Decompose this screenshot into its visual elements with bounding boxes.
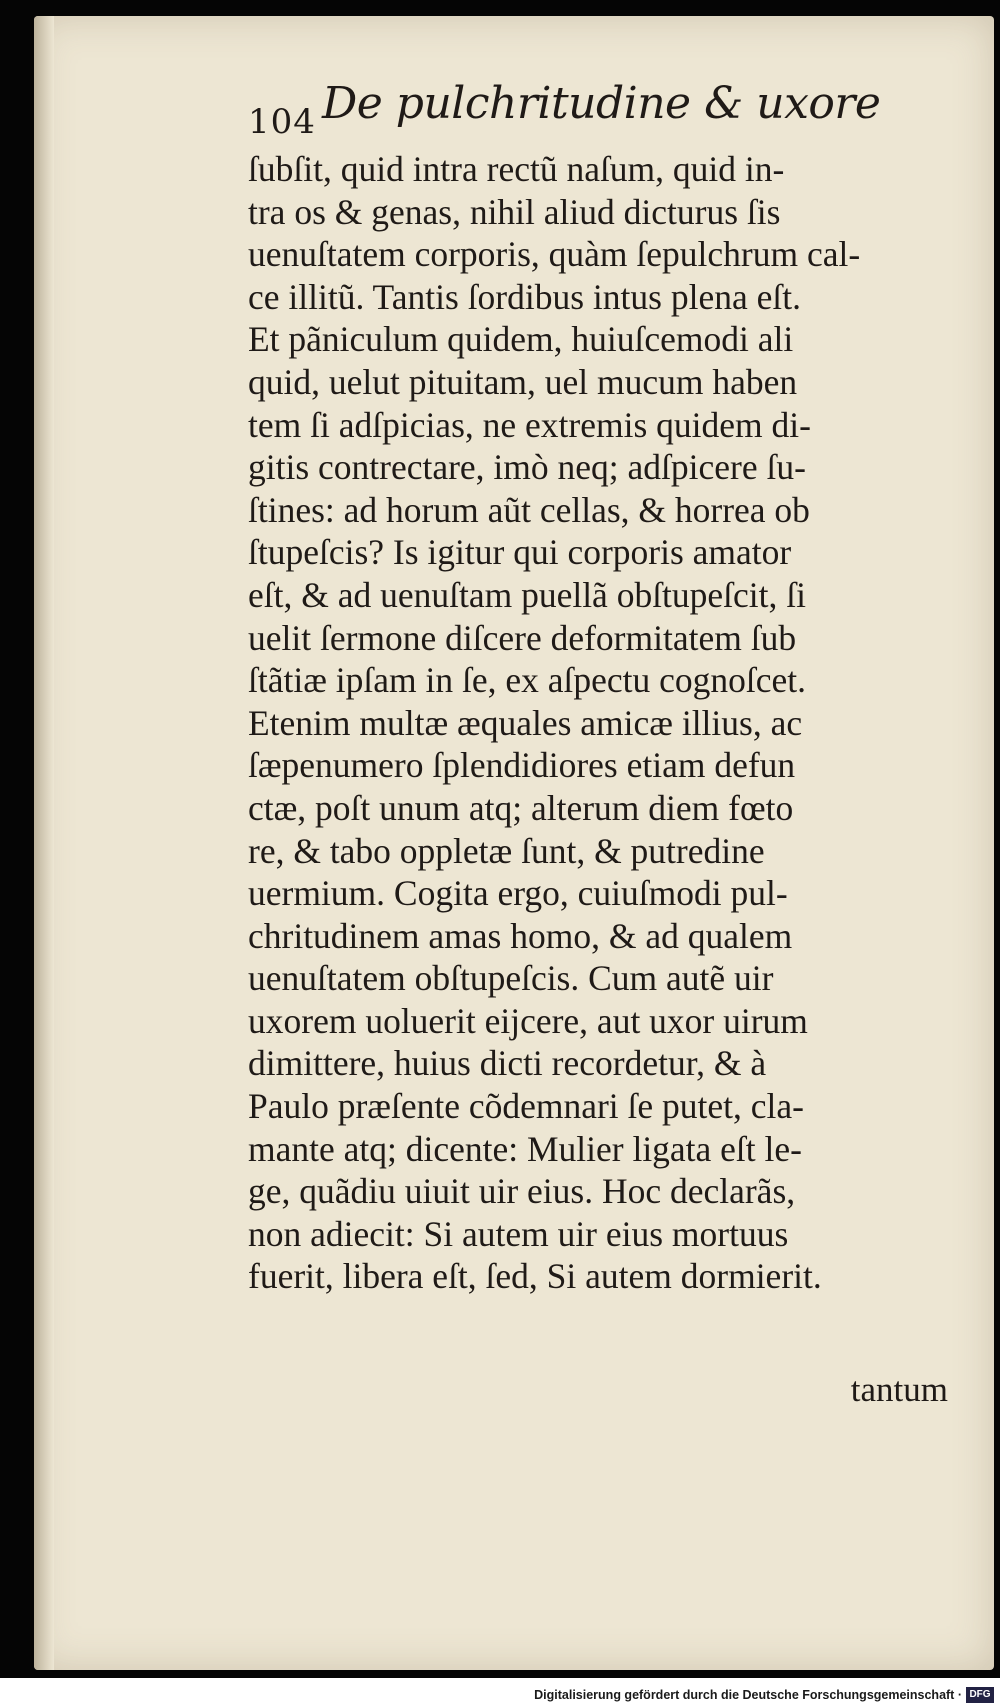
text-line: dimittere, huius dicti recordetur, & à: [248, 1043, 767, 1084]
text-line: ſæpenumero ſplendidiores etiam defun: [248, 745, 796, 786]
text-line: tem ſi adſpicias, ne extremis quidem di-: [248, 404, 811, 445]
text-line: uenuſtatem corporis, quàm ſepulchrum cal-: [248, 234, 861, 275]
text-line: ctæ, poſt unum atq; alterum diem fœto: [248, 787, 794, 828]
text-line: uxorem uoluerit eijcere, aut uxor uirum: [248, 1000, 808, 1041]
text-line: ge, quãdiu uiuit uir eius. Hoc declarãs,: [248, 1171, 796, 1212]
page-header: [248, 78, 928, 150]
text-line: uenuſtatem obſtupeſcis. Cum autẽ uir: [248, 958, 774, 999]
running-title: De pulchritudine & uxore: [322, 78, 881, 129]
text-line: eſt, & ad uenuſtam puellã obſtupeſcit, ſi: [248, 574, 806, 615]
text-line: fuerit, libera eſt, ſed, Si autem dormierit.: [248, 1256, 822, 1297]
text-line: ce illitũ. Tantis ſordibus intus plena eſt.: [248, 276, 801, 317]
text-line: ſubſit, quid intra rectũ naſum, quid in-: [248, 149, 785, 189]
text-line: ſtãtiæ ipſam in ſe, ex aſpectu cognoſcet.: [248, 660, 806, 701]
footer-strip: [0, 1678, 1000, 1708]
text-line: gitis contrectare, imò neq; adſpicere ſu-: [248, 447, 806, 488]
page-number: 104: [248, 102, 316, 142]
text-line: re, & tabo oppletæ ſunt, & putredine: [248, 830, 765, 871]
text-line: mante atq; dicente: Mulier ligata eſt le-: [248, 1128, 802, 1169]
text-line: non adiecit: Si autem uir eius mortuus: [248, 1213, 789, 1254]
text-line: ſtupeſcis? Is igitur qui corporis amator: [248, 532, 792, 573]
text-line: chritudinem amas homo, & ad qualem: [248, 915, 793, 956]
text-line: uelit ſermone diſcere deformitatem ſub: [248, 617, 797, 658]
text-line: uermium. Cogita ergo, cuiuſmodi pul-: [248, 873, 788, 914]
text-line: Paulo præſente cõdemnari ſe putet, cla-: [248, 1086, 804, 1127]
text-line: tra os & genas, nihil aliud dicturus ſis: [248, 191, 781, 232]
dfg-logo: DFG: [966, 1687, 994, 1703]
catchword: tantum: [850, 1370, 948, 1409]
digitization-credit: Digitalisierung gefördert durch die Deutsche Forschungsgemeinschaft ·: [534, 1688, 962, 1702]
text-line: ſtines: ad horum aũt cellas, & horrea ob: [248, 489, 810, 530]
body-text: [248, 148, 928, 1298]
text-line: Et pãniculum quidem, huiuſcemodi ali: [248, 319, 794, 360]
text-line: Etenim multæ æquales amicæ illius, ac: [248, 702, 803, 743]
text-line: quid, uelut pituitam, uel mucum haben: [248, 361, 798, 402]
page-edge-shadow: [34, 16, 54, 1670]
